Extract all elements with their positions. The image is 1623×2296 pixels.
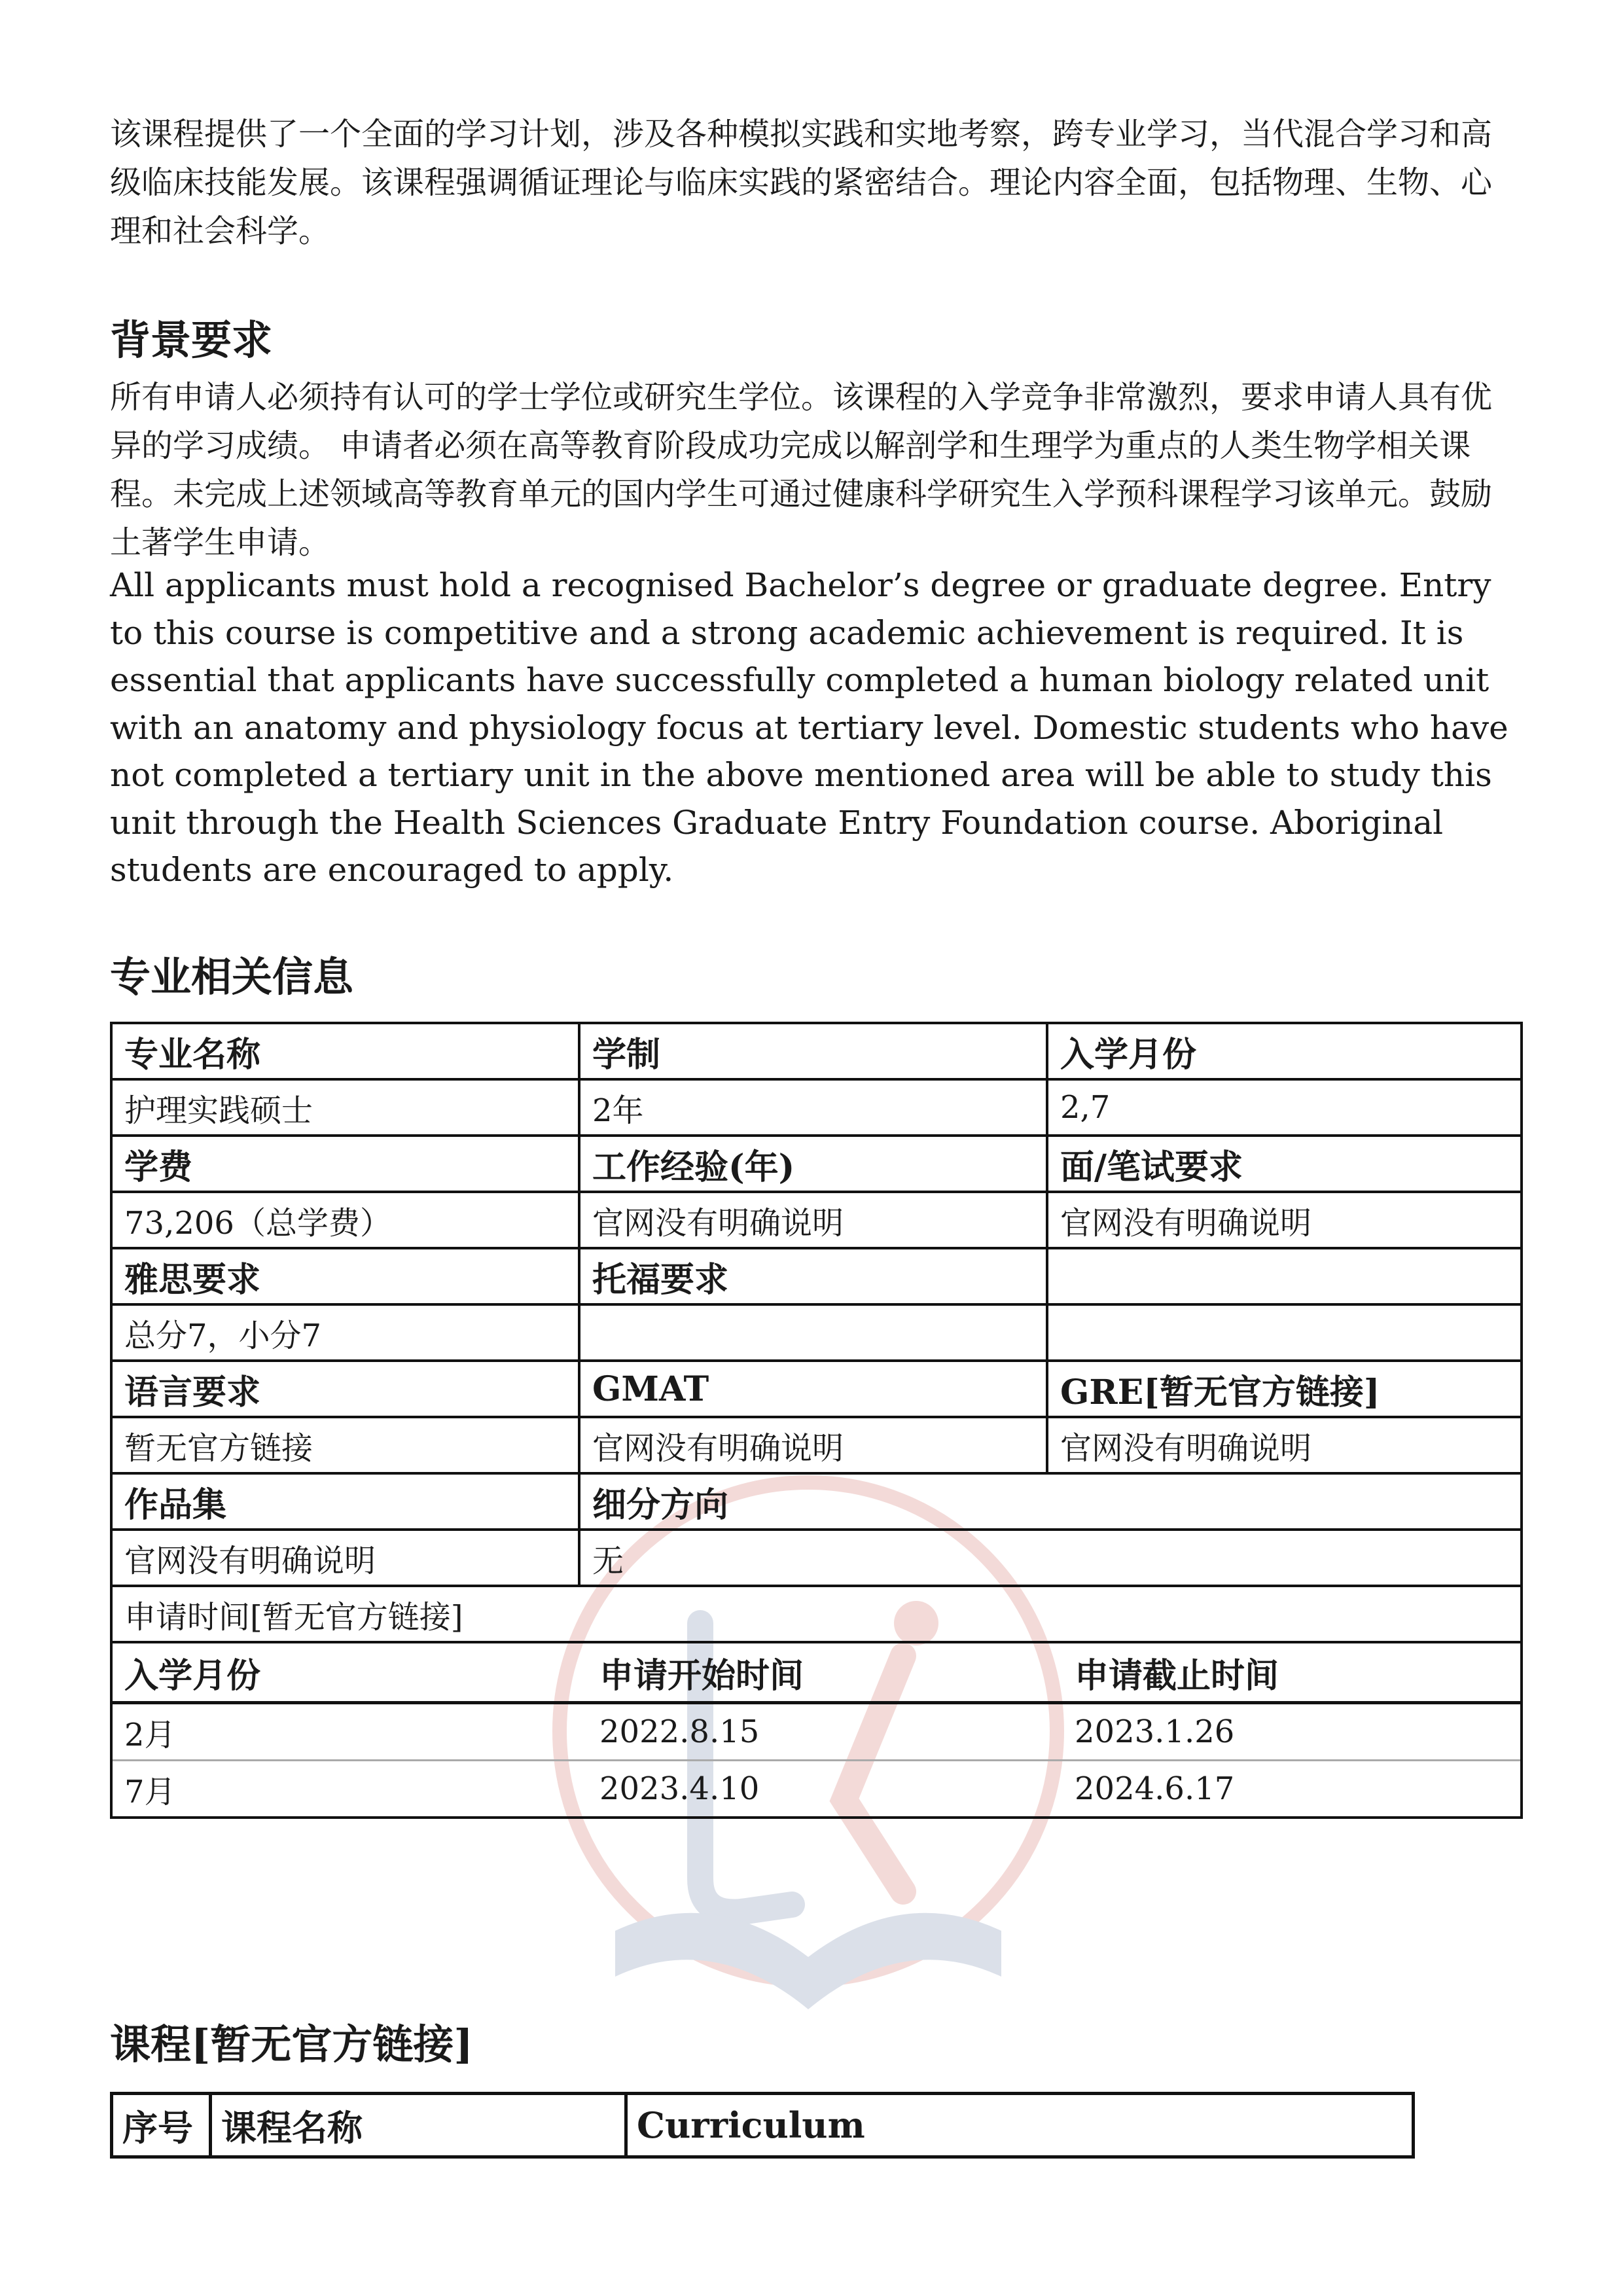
curriculum-col-english: Curriculum [626, 2094, 1414, 2157]
header-portfolio: 作品集 [111, 1473, 579, 1530]
table-row [111, 1304, 1522, 1361]
header-specialization: 细分方向 [579, 1473, 1522, 1530]
header-gmat: GMAT [579, 1361, 1047, 1417]
header-program-name: 专业名称 [111, 1023, 579, 1079]
curriculum-table [110, 2092, 1415, 2159]
app-col-intake: 入学月份 [113, 1643, 588, 1703]
table-row [111, 1642, 1522, 1818]
value-program-name: 护理实践硕士 [111, 1079, 579, 1136]
table-row [111, 1361, 1522, 1417]
table-row [111, 1417, 1522, 1473]
header-duration: 学制 [579, 1023, 1047, 1079]
header-intake-month: 入学月份 [1047, 1023, 1522, 1079]
table-row [111, 1023, 1522, 1079]
value-portfolio: 官网没有明确说明 [111, 1530, 579, 1586]
value-language: 暂无官方链接 [111, 1417, 579, 1473]
application-time-title: 申请时间[暂无官方链接] [111, 1586, 1522, 1642]
table-row [111, 1136, 1522, 1192]
header-ielts: 雅思要求 [111, 1248, 579, 1304]
application-time-cell [111, 1642, 1522, 1818]
header-tuition: 学费 [111, 1136, 579, 1192]
app-intake: 7月 [124, 1773, 176, 1810]
table-row [111, 1248, 1522, 1304]
header-language: 语言要求 [111, 1361, 579, 1417]
header-interview-requirement: 面/笔试要求 [1047, 1136, 1522, 1192]
header-toefl: 托福要求 [579, 1248, 1047, 1304]
table-row [111, 1079, 1522, 1136]
table-row [111, 1586, 1522, 1642]
value-specialization: 无 [579, 1530, 1522, 1586]
value-duration: 2年 [579, 1079, 1047, 1136]
value-interview-requirement: 官网没有明确说明 [1047, 1192, 1522, 1248]
app-col-deadline: 申请截止时间 [1063, 1643, 1520, 1703]
table-row [111, 1530, 1522, 1586]
app-intake: 2月 [113, 1703, 588, 1761]
table-row [111, 1192, 1522, 1248]
value-intake-month: 2,7 [1047, 1079, 1522, 1136]
empty-cell [1047, 1304, 1522, 1361]
curriculum-col-index: 序号 [112, 2094, 211, 2157]
header-work-experience: 工作经验(年) [579, 1136, 1047, 1192]
program-info-table [110, 1022, 1523, 1819]
intro-paragraph: 该课程提供了一个全面的学习计划，涉及各种模拟实践和实地考察，跨专业学习，当代混合学习和高级临床技能发展。该课程强调循证理论与临床实践的紧密结合。理论内容全面，包括物理、生物、心理和社会科学。 [110, 116, 1493, 249]
empty-cell [1047, 1248, 1522, 1304]
app-start: 2023.4.10 [599, 1770, 760, 1807]
value-ielts: 总分7，小分7 [111, 1304, 579, 1361]
value-gre: 官网没有明确说明 [1047, 1417, 1522, 1473]
table-row [113, 1703, 1520, 1761]
value-work-experience: 官网没有明确说明 [579, 1192, 1047, 1248]
curriculum-heading: 课程[暂无官方链接] [110, 2020, 473, 2068]
curriculum-col-name: 课程名称 [211, 2094, 626, 2157]
program-info-heading: 专业相关信息 [110, 953, 354, 1001]
app-deadline: 2024.6.17 [1075, 1770, 1235, 1807]
header-gre: GRE[暂无官方链接] [1047, 1361, 1522, 1417]
table-row [113, 1643, 1520, 1703]
app-start: 2022.8.15 [588, 1703, 1063, 1761]
background-heading: 背景要求 [110, 316, 273, 364]
application-time-table [113, 1643, 1520, 1816]
app-deadline: 2023.1.26 [1063, 1703, 1520, 1761]
value-gmat: 官网没有明确说明 [579, 1417, 1047, 1473]
background-paragraph-en: All applicants must hold a recognised Bachelor’s degree or graduate degree. Entry to this course is competitive and a strong academic achievement is required. It is essential that applicants have successfully completed a human biology related unit with an anatomy and physiology focus at tertiary level. Domestic students who have not completed a tertiary unit in the above mentioned area will be able to study this unit through the Health Sciences Graduate Entry Foundation course. Aboriginal students are encouraged to apply. [110, 566, 1508, 889]
app-col-start: 申请开始时间 [588, 1643, 1063, 1703]
background-paragraph-cn: 所有申请人必须持有认可的学士学位或研究生学位。该课程的入学竞争非常激烈，要求申请人具有优异的学习成绩。 申请者必须在高等教育阶段成功完成以解剖学和生理学为重点的人类生物学相关课程。未完成上述领域高等教育单元的国内学生可通过健康科学研究生入学预科课程学习该单元。鼓励土著学生申请。 [110, 379, 1493, 561]
table-row [111, 1473, 1522, 1530]
table-row [112, 2094, 1414, 2157]
value-toefl [579, 1304, 1047, 1361]
table-row [113, 1761, 1520, 1817]
value-tuition: 73,206（总学费） [111, 1192, 579, 1248]
